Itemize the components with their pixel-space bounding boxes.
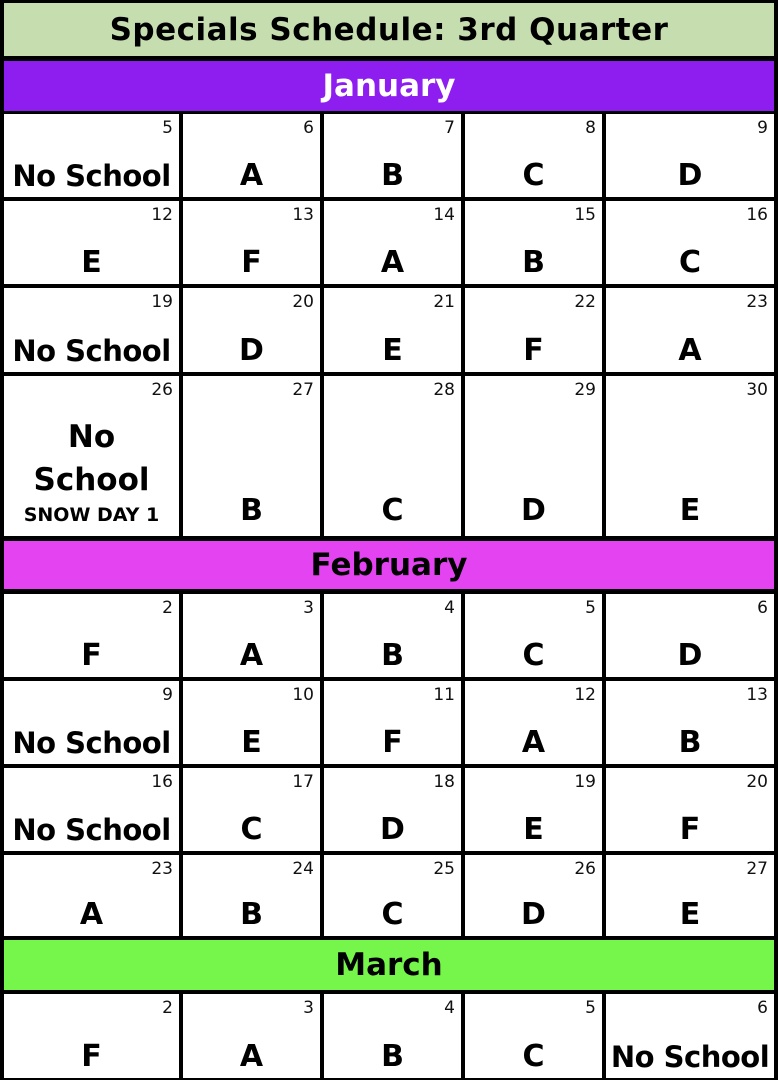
- rotation-letter: A: [239, 1039, 264, 1074]
- no-school-label: No School: [12, 726, 171, 760]
- day-number: 3: [303, 598, 314, 618]
- day-number: 13: [292, 205, 314, 225]
- rotation-letter: B: [381, 1039, 404, 1074]
- day-cell: [183, 201, 320, 284]
- day-number: 5: [585, 598, 596, 618]
- day-number: 12: [574, 685, 596, 705]
- rotation-letter: A: [239, 638, 264, 673]
- rotation-letter: C: [381, 897, 404, 932]
- day-number: 10: [292, 685, 314, 705]
- rotation-letter: A: [380, 245, 405, 280]
- day-cell: [4, 594, 179, 677]
- day-cell: [465, 681, 602, 764]
- day-cell: [183, 768, 320, 851]
- rotation-letter: B: [678, 725, 702, 760]
- day-number: 30: [746, 380, 768, 400]
- day-number: 19: [151, 292, 173, 312]
- rotation-letter: D: [677, 158, 703, 193]
- day-cell: [324, 288, 461, 372]
- day-number: 6: [303, 118, 314, 138]
- day-cell: [324, 201, 461, 284]
- rotation-letter: B: [240, 897, 263, 932]
- day-cell: [606, 288, 774, 372]
- rotation-letter: E: [679, 897, 701, 932]
- rotation-letter: A: [521, 725, 546, 760]
- snow-day-note: SNOW DAY 1: [23, 504, 160, 526]
- day-number: 13: [746, 685, 768, 705]
- day-cell: [606, 376, 774, 536]
- rotation-letter: B: [240, 493, 263, 528]
- day-cell: [324, 994, 461, 1078]
- day-number: 7: [444, 118, 455, 138]
- day-number: 21: [433, 292, 455, 312]
- day-cell: [4, 114, 179, 197]
- rotation-letter: D: [677, 638, 703, 673]
- no-school-label: No School: [12, 813, 171, 847]
- day-number: 9: [162, 685, 173, 705]
- rotation-letter: B: [381, 638, 404, 673]
- rotation-letter: C: [522, 158, 545, 193]
- day-cell: [465, 114, 602, 197]
- day-number: 22: [574, 292, 596, 312]
- day-cell: [324, 114, 461, 197]
- rotation-letter: C: [522, 638, 545, 673]
- day-cell: [606, 201, 774, 284]
- day-cell: [324, 376, 461, 536]
- rotation-letter: F: [81, 638, 102, 673]
- no-school-label: No School: [12, 334, 171, 368]
- day-cell: [183, 288, 320, 372]
- day-number: 18: [433, 772, 455, 792]
- day-cell: [183, 376, 320, 536]
- day-cell: [183, 994, 320, 1078]
- day-cell: [465, 376, 602, 536]
- page-title: Specials Schedule: 3rd Quarter: [4, 3, 774, 56]
- day-cell: [606, 681, 774, 764]
- rotation-letter: E: [523, 812, 544, 847]
- day-number: 23: [151, 859, 173, 879]
- rotation-letter: D: [521, 493, 546, 528]
- day-number: 3: [303, 998, 314, 1018]
- day-cell: [465, 768, 602, 851]
- day-number: 4: [444, 998, 455, 1018]
- day-cell: [4, 681, 179, 764]
- day-cell: [606, 994, 774, 1078]
- rotation-letter: D: [380, 812, 405, 847]
- day-number: 16: [746, 205, 768, 225]
- no-school-line2: School: [33, 462, 150, 498]
- rotation-letter: C: [240, 812, 263, 847]
- day-cell: [324, 768, 461, 851]
- day-number: 8: [585, 118, 596, 138]
- day-number: 20: [746, 772, 768, 792]
- day-cell: [183, 594, 320, 677]
- rotation-letter: E: [81, 245, 102, 280]
- day-number: 26: [574, 859, 596, 879]
- rotation-letter: B: [381, 158, 404, 193]
- day-number: 14: [433, 205, 455, 225]
- rotation-letter: E: [679, 493, 701, 528]
- day-cell: [465, 594, 602, 677]
- rotation-letter: F: [241, 245, 262, 280]
- day-cell: [324, 681, 461, 764]
- day-number: 4: [444, 598, 455, 618]
- day-number: 23: [746, 292, 768, 312]
- rotation-letter: F: [679, 812, 701, 847]
- rotation-letter: B: [522, 245, 545, 280]
- day-cell: [606, 768, 774, 851]
- day-number: 28: [433, 380, 455, 400]
- day-number: 11: [433, 685, 455, 705]
- day-number: 29: [574, 380, 596, 400]
- day-cell: [183, 114, 320, 197]
- day-cell: [606, 114, 774, 197]
- day-number: 5: [585, 998, 596, 1018]
- day-cell: [4, 376, 179, 536]
- day-number: 5: [162, 118, 173, 138]
- day-cell: [183, 681, 320, 764]
- day-number: 19: [574, 772, 596, 792]
- no-school-line1: No: [67, 419, 116, 455]
- rotation-letter: C: [381, 493, 404, 528]
- day-cell: [4, 201, 179, 284]
- rotation-letter: F: [81, 1039, 102, 1074]
- day-number: 27: [746, 859, 768, 879]
- day-cell: [465, 994, 602, 1078]
- day-cell: [606, 855, 774, 936]
- month-header-january: January: [4, 61, 774, 111]
- day-cell: [4, 855, 179, 936]
- day-number: 9: [757, 118, 768, 138]
- day-number: 17: [292, 772, 314, 792]
- day-cell: [465, 201, 602, 284]
- rotation-letter: F: [523, 333, 544, 368]
- no-school-label: No School: [12, 159, 171, 193]
- rotation-letter: C: [522, 1039, 545, 1074]
- day-number: 2: [162, 998, 173, 1018]
- rotation-letter: F: [382, 725, 403, 760]
- rotation-letter: C: [678, 245, 702, 280]
- rotation-letter: A: [678, 333, 702, 368]
- rotation-letter: A: [79, 897, 104, 932]
- month-header-march: March: [4, 940, 774, 990]
- day-number: 26: [151, 380, 173, 400]
- day-number: 12: [151, 205, 173, 225]
- day-cell: [4, 288, 179, 372]
- day-number: 6: [757, 998, 768, 1018]
- day-cell: [4, 768, 179, 851]
- month-header-february: February: [4, 541, 774, 589]
- no-school-label: No School: [610, 1040, 770, 1074]
- day-number: 2: [162, 598, 173, 618]
- day-cell: [606, 594, 774, 677]
- day-number: 27: [292, 380, 314, 400]
- day-number: 15: [574, 205, 596, 225]
- day-cell: [183, 855, 320, 936]
- day-number: 24: [292, 859, 314, 879]
- day-cell: [324, 594, 461, 677]
- no-school-label: [4, 416, 179, 502]
- day-number: 20: [292, 292, 314, 312]
- day-cell: [4, 994, 179, 1078]
- day-cell: [324, 855, 461, 936]
- day-cell: [465, 288, 602, 372]
- rotation-letter: D: [239, 333, 264, 368]
- day-number: 16: [151, 772, 173, 792]
- rotation-letter: D: [521, 897, 546, 932]
- day-number: 25: [433, 859, 455, 879]
- day-cell: [465, 855, 602, 936]
- rotation-letter: E: [382, 333, 403, 368]
- day-number: 6: [757, 598, 768, 618]
- rotation-letter: E: [241, 725, 262, 760]
- rotation-letter: A: [239, 158, 264, 193]
